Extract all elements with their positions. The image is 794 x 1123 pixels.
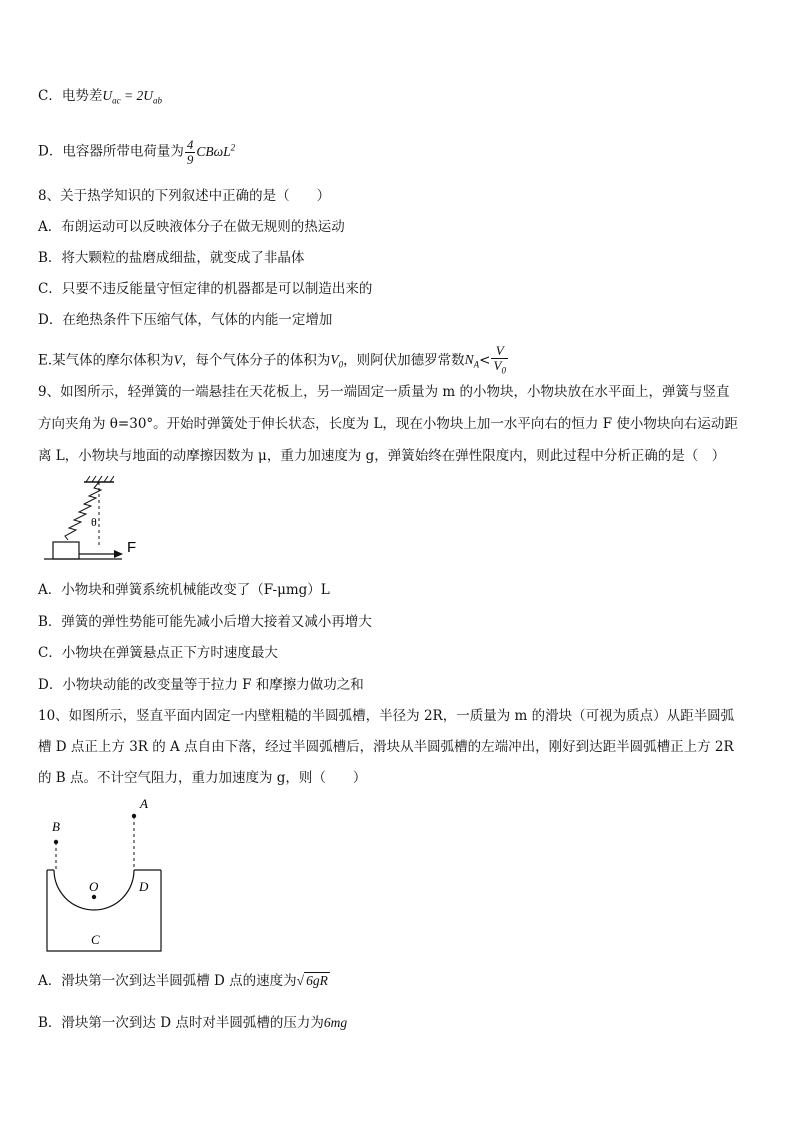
q7-option-d (38, 137, 235, 167)
label-b: B (52, 819, 60, 834)
q10-arc-groove-figure (44, 796, 174, 956)
fraction: $\frac{4}{9}$ (186, 136, 194, 167)
option-text: D．电容器所带电荷量为 (38, 143, 184, 160)
q10-stem-line1: 10、如图所示，竖直平面内固定一内壁粗糙的半圆弧槽，半径为 2R，一质量为 m 的滑块（可视为质点）从距半圆弧 (38, 708, 735, 724)
q9-option-c: C．小物块在弹簧悬点正下方时速度最大 (38, 645, 278, 661)
q9-option-a: A．小物块和弹簧系统机械能改变了（F-μmg）L (38, 582, 330, 598)
q10-option-b: B．滑块第一次到达 D 点时对半圆弧槽的压力为6mg (38, 1015, 348, 1031)
theta-label: θ (91, 515, 97, 529)
formula: CBωL$^2$ (196, 142, 236, 159)
fraction: $\frac{V}{V_0}$ (493, 343, 506, 376)
label-o: O (89, 879, 99, 894)
q8-option-d: D．在绝热条件下压缩气体，气体的内能一定增加 (38, 312, 333, 328)
q7-option-c (38, 86, 162, 111)
force-label: F (127, 539, 137, 556)
q8-option-c: C．只要不违反能量守恒定律的机器都是可以制造出来的 (38, 281, 373, 297)
label-d: D (139, 879, 149, 894)
formula: 6mg (323, 1015, 348, 1030)
q9-option-d: D．小物块动能的改变量等于拉力 F 和摩擦力做功之和 (38, 677, 364, 693)
q9-stem-line3: 离 L，小物块与地面的动摩擦因数为 μ，重力加速度为 g，弹簧始终在弹性限度内，则此过程中分析正确的是（ ） (38, 448, 726, 464)
option-text: C．电势差 (38, 88, 103, 104)
q10-stem-line2: 槽 D 点正上方 3R 的 A 点自由下落，经过半圆弧槽后，滑块从半圆弧槽的左端冲出，刚好到达距半圆弧槽正上方 2R (38, 739, 734, 755)
sqrt-formula: √ 6gR (296, 973, 328, 988)
q10-stem-line3: 的 B 点。不计空气阻力，重力加速度为 g，则（ ） (38, 770, 367, 786)
q9-spring-figure (44, 474, 184, 566)
q8-option-e: E.某气体的摩尔体积为V，每个气体分子的体积为$V_0$，则阿伏加德罗常数$N_A<$ $\frac{V}{V_0}$ (38, 343, 506, 376)
q8-option-b: B．将大颗粒的盐磨成细盐，就变成了非晶体 (38, 250, 305, 266)
q9-stem-line2: 方向夹角为 θ=30°。开始时弹簧处于伸长状态，长度为 L，现在小物块上加一水平向右的恒力 F 使小物块向右运动距 (38, 416, 738, 432)
q9-stem-line1: 9、如图所示，轻弹簧的一端悬挂在天花板上，另一端固定一质量为 m 的小物块，小物块放在水平面上，弹簧与竖直 (38, 384, 730, 400)
formula: $U_{ac} = 2U_{ab}$ (102, 88, 162, 106)
label-a: A (140, 796, 148, 811)
label-c: C (91, 932, 100, 947)
q8-option-a: A．布朗运动可以反映液体分子在做无规则的热运动 (38, 219, 345, 235)
q8-stem: 8、关于热学知识的下列叙述中正确的是（ ） (38, 188, 331, 204)
q9-option-b: B．弹簧的弹性势能可能先减小后增大接着又减小再增大 (38, 614, 372, 630)
q10-option-a: A．滑块第一次到达半圆弧槽 D 点的速度为√ 6gR (38, 973, 328, 989)
